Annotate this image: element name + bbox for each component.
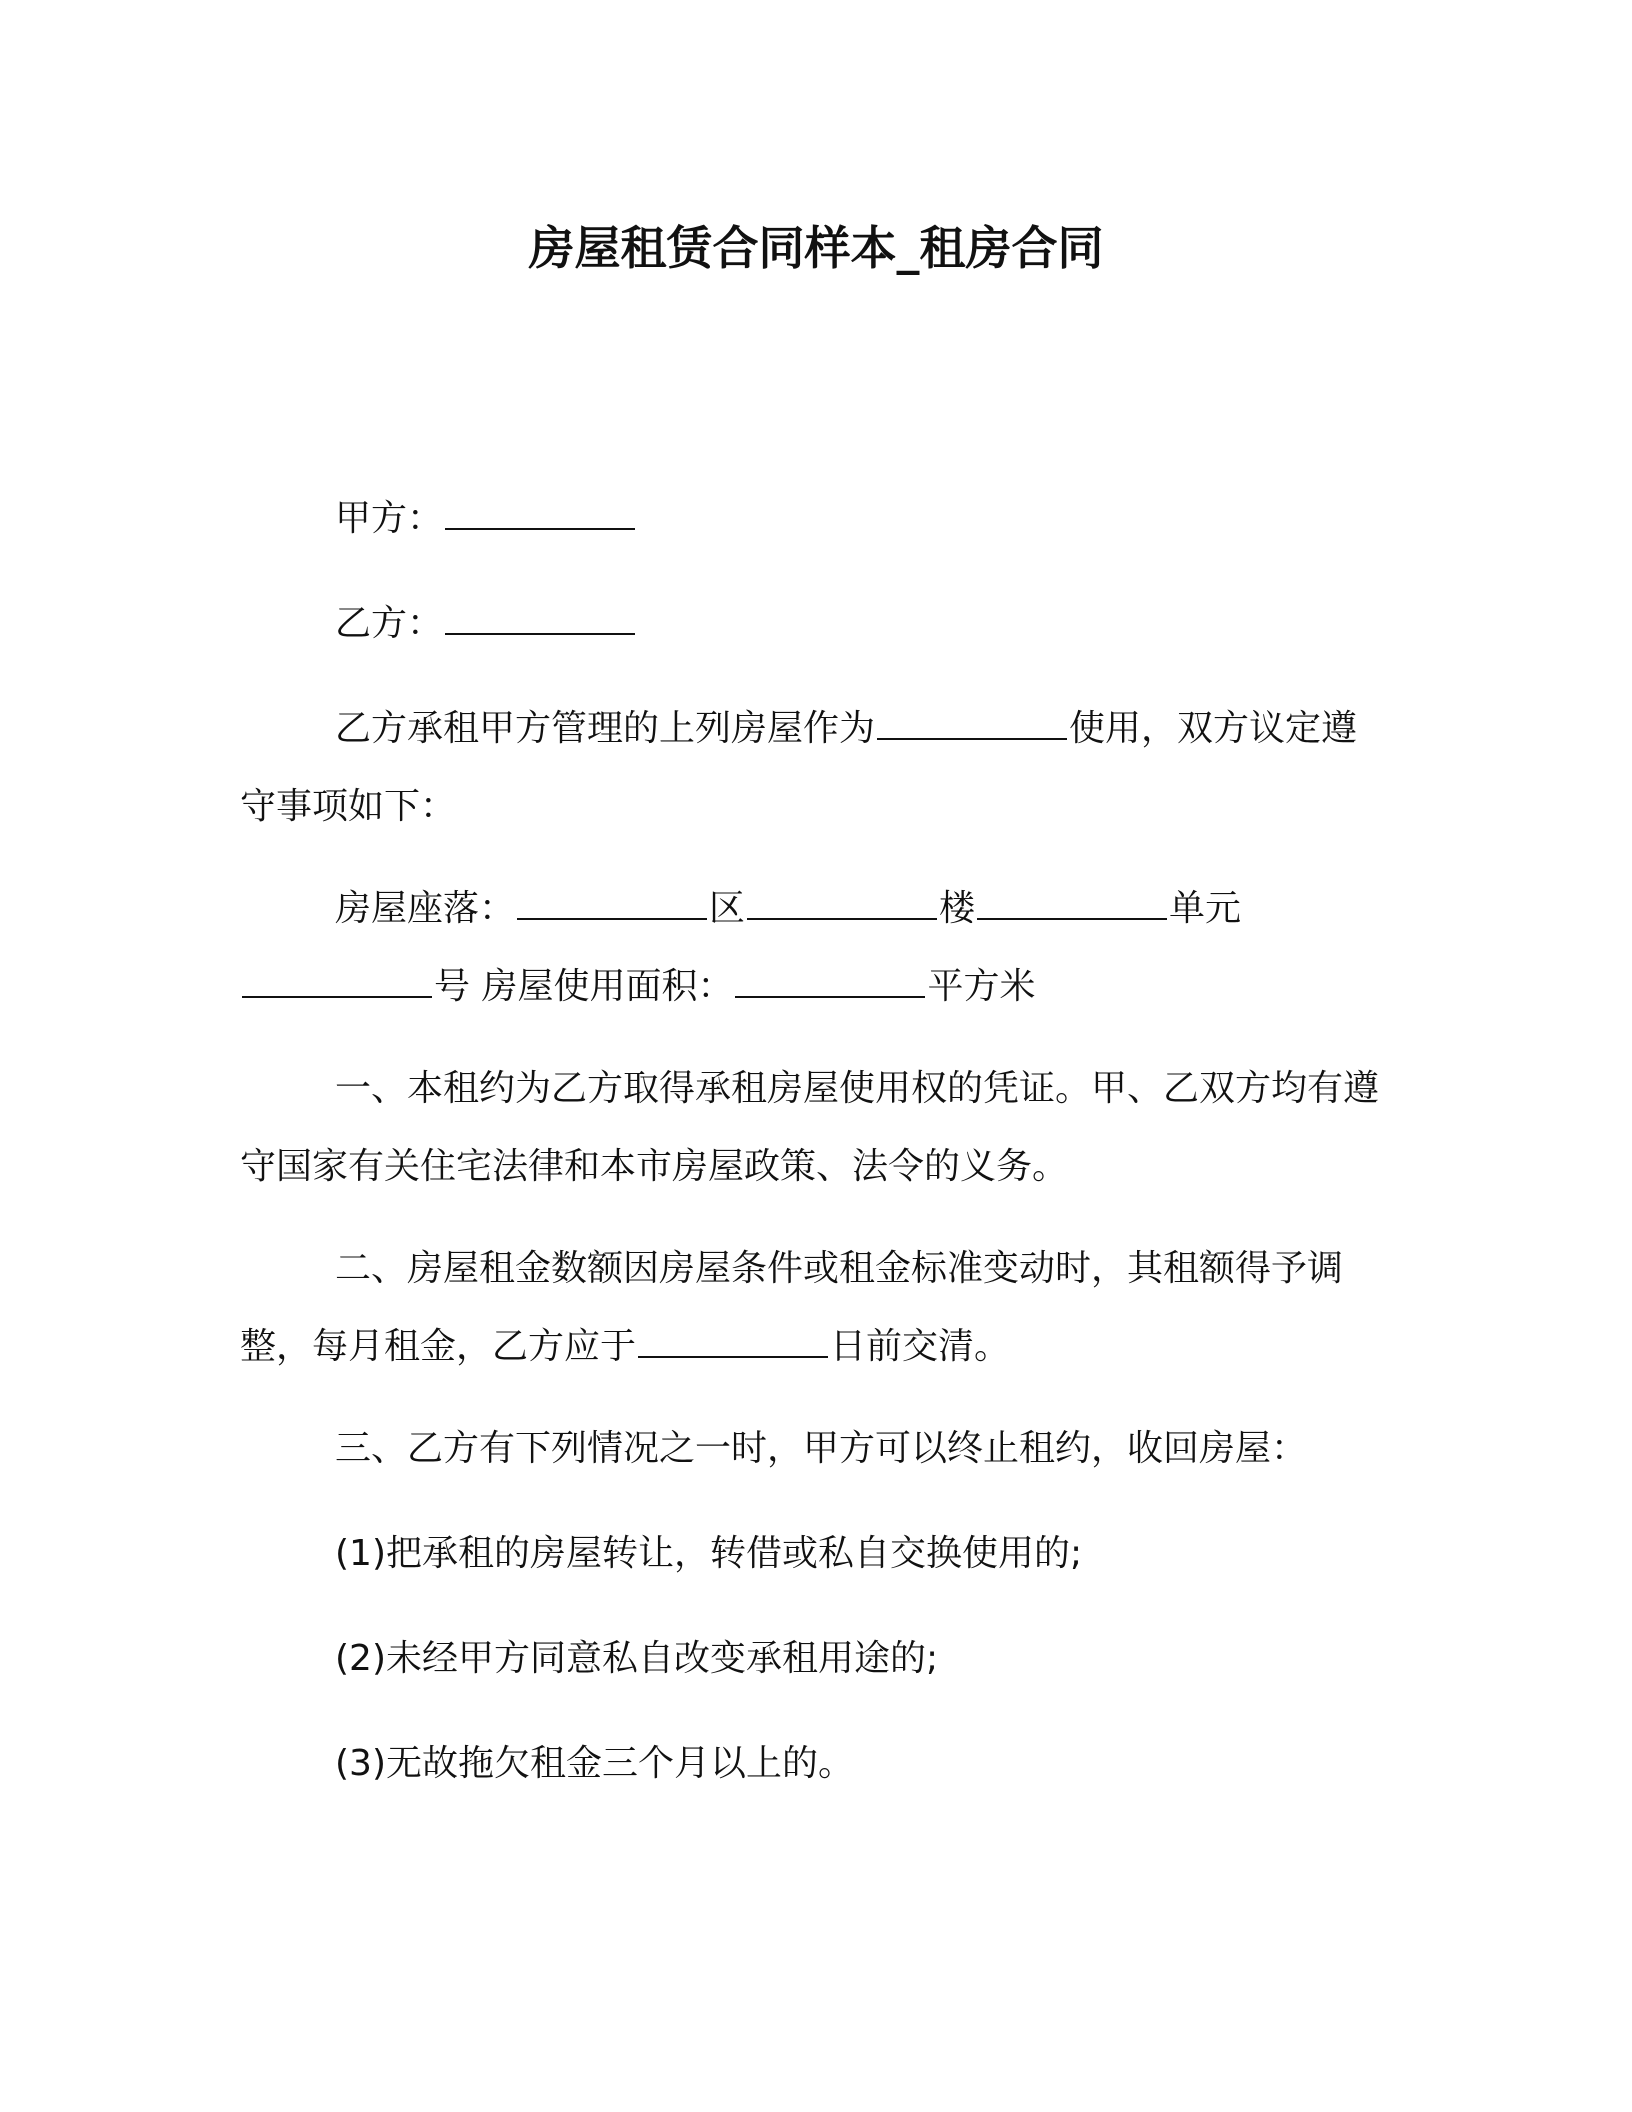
district-label: 区 bbox=[709, 888, 746, 929]
document-title: 房屋租赁合同样本_租房合同 bbox=[528, 221, 1104, 275]
building-label: 楼 bbox=[939, 888, 976, 929]
number-area-label: 号 房屋使用面积： bbox=[434, 966, 734, 1007]
item-3: (3)无故拖欠租金三个月以上的。 bbox=[335, 1743, 854, 1784]
party-a-label: 甲方： bbox=[335, 498, 444, 539]
number-blank[interactable] bbox=[242, 966, 432, 998]
item-2: (2)未经甲方同意私自改变承租用途的; bbox=[335, 1638, 939, 1679]
clause-1: 一、本租约为乙方取得承租房屋使用权的凭证。甲、乙双方均有遵守国家有关住宅法律和本市房屋政策、法令的义务。 bbox=[240, 1068, 1380, 1187]
unit-label: 单元 bbox=[1169, 888, 1242, 929]
party-b-blank[interactable] bbox=[445, 603, 635, 635]
district-blank[interactable] bbox=[517, 888, 707, 920]
intro-text-2: 使用，双方议定遵守事项如下： bbox=[240, 708, 1358, 827]
area-unit-label: 平方米 bbox=[927, 966, 1036, 1007]
location-paragraph bbox=[240, 870, 1390, 1026]
party-b-label: 乙方： bbox=[335, 603, 444, 644]
clause-2 bbox=[240, 1230, 1390, 1386]
clause-2-text-b: 日前交清。 bbox=[830, 1326, 1011, 1367]
location-label: 房屋座落： bbox=[335, 888, 516, 929]
intro-text-1: 乙方承租甲方管理的上列房屋作为 bbox=[335, 708, 876, 749]
intro-paragraph bbox=[240, 690, 1390, 846]
building-blank[interactable] bbox=[747, 888, 937, 920]
party-a-blank[interactable] bbox=[445, 498, 635, 530]
usage-blank[interactable] bbox=[877, 708, 1067, 740]
party-a-line bbox=[240, 480, 1390, 558]
clause-3: 三、乙方有下列情况之一时，甲方可以终止租约，收回房屋： bbox=[335, 1428, 1308, 1469]
rent-date-blank[interactable] bbox=[638, 1326, 828, 1358]
area-blank[interactable] bbox=[735, 966, 925, 998]
unit-blank[interactable] bbox=[977, 888, 1167, 920]
party-b-line bbox=[240, 585, 1390, 663]
item-1: (1)把承租的房屋转让，转借或私自交换使用的; bbox=[335, 1533, 1083, 1574]
clause-2-text-a: 二、房屋租金数额因房屋条件或租金标准变动时，其租额得予调整，每月租金，乙方应于 bbox=[240, 1248, 1344, 1367]
